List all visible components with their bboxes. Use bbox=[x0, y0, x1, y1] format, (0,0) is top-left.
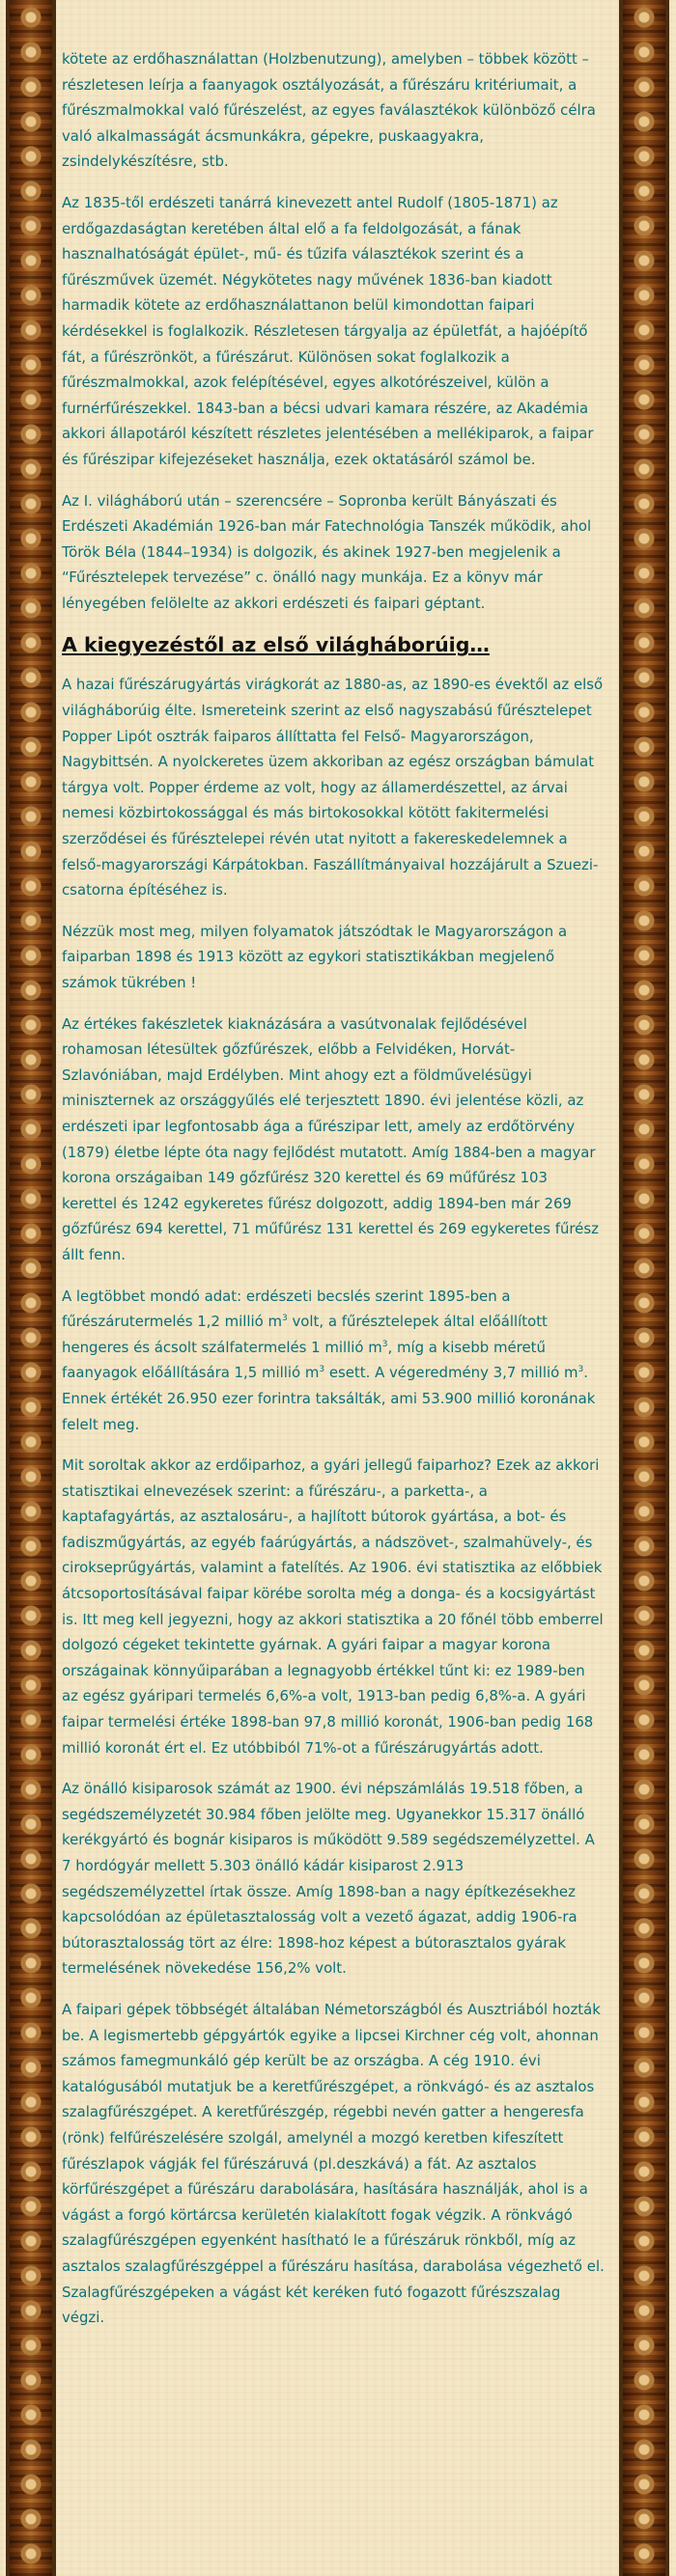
cubic-superscript: 3 bbox=[381, 1339, 388, 1349]
stats-text: . Ennek értékét 26.950 ezer forintra taksálták, ami 53.900 millió koronának felelt meg. bbox=[62, 1364, 596, 1433]
section-heading: A kiegyezéstől az első világháborúig… bbox=[62, 633, 490, 657]
paragraph: Az 1835-től erdészeti tanárrá kinevezett antel Rudolf (1805-1871) az erdőgazdaságtan keretében által elő a fa feldolgozását, a fának hasznalhatóságát épület-, mű- és tűzifa választékok szerint és a fűrészművek üzemét. Négykötetes nagy művének 1836-ban kiadott harmadik kötete az erdőhasználattanon belül kimondottan faipari kérdésekkel is foglalkozik. Részletesen tárgyalja az épületfát, a hajóépítő fát, a fűrészrönköt, a fűrészárut. Különösen sokat foglalkozik a fűrészmalmokkal, azok felépítésével, egyes alkotórészeivel, külön a furnérfűrészekkel. 1843-ban a bécsi udvari kamara részére, az Akadémia akkori állapotáról készített részletes jelentésében a mellékiparok, a faipar és fűrészipar kifejezéseket használja, ezek oktatásáról számol be. bbox=[62, 193, 594, 468]
stats-text: , míg a kisebb méretű faanyagok előállítására 1,5 millió m bbox=[62, 1338, 546, 1382]
paragraph: Mit soroltak akkor az erdőiparhoz, a gyári jellegű faiparhoz? Ezek az akkori statisztikai elnevezések szerint: a fűrészáru-, a parketta-, a kaptafagyártás, az asztalosáru-, a hajlított bútorok gyártása, a bot- és fadiszműgyártás, az egyéb faárúgyártás, a nádszövet-, szalmahüvely-, és cirokseprűgyártás, valamint a fatelítés. Az 1906. évi statisztika az előbbiek átcsoportosításával faipar körébe sorolta még a donga- és a kocsigyártást is. Itt meg kell jegyezni, hogy az akkori statisztika a 20 főnél több emberrel dolgozó cégeket tekintette gyárnak. A gyári faipar a magyar korona országainak könnyűiparában a legnagyobb értékkel tűnt ki: ez 1989-ben az egész gyáripari termelés 6,6%-a volt, 1913-ban pedig 6,8%-a. A gyári faipar termelési értéke 1898-ban 97,8 millió koronát, 1906-ban pedig 168 millió koronát ért el. Ez utóbbiból 71%-ot a fűrészárugyártás adott. bbox=[62, 1456, 604, 1757]
cubic-superscript: 3 bbox=[319, 1365, 325, 1375]
paragraph: Nézzük most meg, milyen folyamatok játszódtak le Magyarországon a faiparban 1898 és 1913 között az egykori statisztikákban megjelenő számok tükrében ! bbox=[62, 922, 568, 991]
right-ornamental-border bbox=[619, 0, 669, 2576]
paragraph: Az értékes fakészletek kiaknázására a vasútvonalak fejlődésével rohamosan létesültek gőzfűrészek, előbb a Felvidéken, Horvát-Szlavóniában, majd Erdélyben. Mint ahogy ezt a földművelésügyi miniszternek az országgyűlés elé terjesztett 1890. évi jelentése közli, az erdészeti ipar legfontosabb ága a fűrészipar lett, amely az erdőtörvény (1879) életbe lépte óta nagy fejlődést mutatott. Amíg 1884-ben a magyar korona országaiban 149 gőzfűrész 320 kerettel és 69 műfűrész 103 kerettel és 1242 egykeretes fűrész dolgozott, addig 1894-ben már 269 gőzfűrész 694 kerettel, 71 műfűrész 131 kerettel és 269 egykeretes fűrész állt fenn. bbox=[62, 1014, 599, 1263]
article-content bbox=[62, 46, 605, 2346]
statistics-paragraph bbox=[62, 1284, 605, 1438]
stats-text: A legtöbbet mondó adat: erdészeti becslés szerint 1895-ben a fűrészárutermelés 1,2 millió m bbox=[62, 1287, 511, 1331]
paragraph: kötete az erdőhasználattan (Holzbenutzung), amelyben – többek között – részletesen leírja a faanyagok osztályozását, a fűrészáru kritériumait, a fűrészmalmokkal való fűrészelést, az egyes faválasztékok különböző célra való alkalmasságát ácsmunkákra, gépekre, puskaagyakra, zsindelykészítésre, stb. bbox=[62, 50, 596, 171]
stats-text: esett. A végeredmény 3,7 millió m bbox=[324, 1364, 578, 1382]
paragraph: Az önálló kisiparosok számát az 1900. évi népszámlálás 19.518 főben, a segédszemélyzetét 30.984 főben jelölte meg. Ugyanekkor 15.317 önálló kerékgyártó és bognár kisiparos is működött 9.589 segédszemélyzettel. A 7 hordógyár mellett 5.303 önálló kádár kisiparost 2.913 segédszemélyzettel írtak össze. Amíg 1898-ban a nagy építkezésekhez kapcsolódóan az épületasztalosság volt a vezető ágazat, addig 1906-ra bútorasztalosság tört az élre: 1898-hoz képest a bútorasztalos gyárak termelésének növekedése 156,2% volt. bbox=[62, 1780, 595, 1978]
cubic-superscript: 3 bbox=[282, 1314, 288, 1324]
left-ornamental-border bbox=[6, 0, 56, 2576]
cubic-superscript: 3 bbox=[577, 1365, 584, 1375]
stats-text: volt, a fűrésztelepek által előállított hengeres és ácsolt szálfatermelés 1 millió m bbox=[62, 1313, 548, 1356]
paragraph: A hazai fűrészárugyártás virágkorát az 1880-as, az 1890-es évektől az első világháborúig élte. Ismereteink szerint az első nagyszabású fűrésztelepet Popper Lipót osztrák faiparos állíttatta fel Felső- Magyarországon, Nagybittsén. A nyolckeretes üzem akkoriban az egész országban bámulat tárgya volt. Popper érdeme az volt, hogy az államerdészettel, az árvai nemesi közbirtokossággal és más birtokosokkal kötött fakitermelési szerződései és fűrésztelepei révén utat nyitott a fakereskedelemnek a felső-magyarországi Kárpátokban. Faszállítmányaival hozzájárult a Szuezi-csatorna építéséhez is. bbox=[62, 676, 604, 900]
paragraph: Az I. világháború után – szerencsére – Sopronba került Bányászati és Erdészeti Akadémián 1926-ban már Fatechnológia Tanszék működik, ahol Török Béla (1844–1934) is dolgozik, és akinek 1927-ben megjelenik a “Fűrésztelepek tervezése” c. önálló nagy munkája. Ez a könyv már lényegében felölelte az akkori erdészeti és faipari géptant. bbox=[62, 491, 592, 612]
paragraph: A faipari gépek többségét általában Németországból és Ausztriából hozták be. A legismertebb gépgyártók egyike a lipcsei Kirchner cég volt, ahonnan számos famegmunkáló gép került be az országba. A cég 1910. évi katalógusából mutatjuk be a keretfűrészgépet, a rönkvágó- és az asztalos szalagfűrészgépet. A keretfűrészgép, régebbi nevén gatter a hengeresfa (rönk) felfűrészelésére szolgál, amelynél a mozgó keretben kifeszített fűrészlapok vágják fel fűrészáruvá (pl.deszkává) a fát. Az asztalos körfűrészgépet a fűrészáru darabolására, hasítására használják, ahol is a vágást a forgó körtárcsa kerületén kialakított fogak végzik. A rönkvágó szalagfűrészgépen egyenként hasítható le a fűrészáruk rönkből, míg az asztalos szalagfűrészgéppel a fűrészáru hasítása, darabolása végezhető el. Szalagfűrészgépeken a vágást két keréken futó fogazott fűrészszalag végzi. bbox=[62, 2000, 605, 2327]
